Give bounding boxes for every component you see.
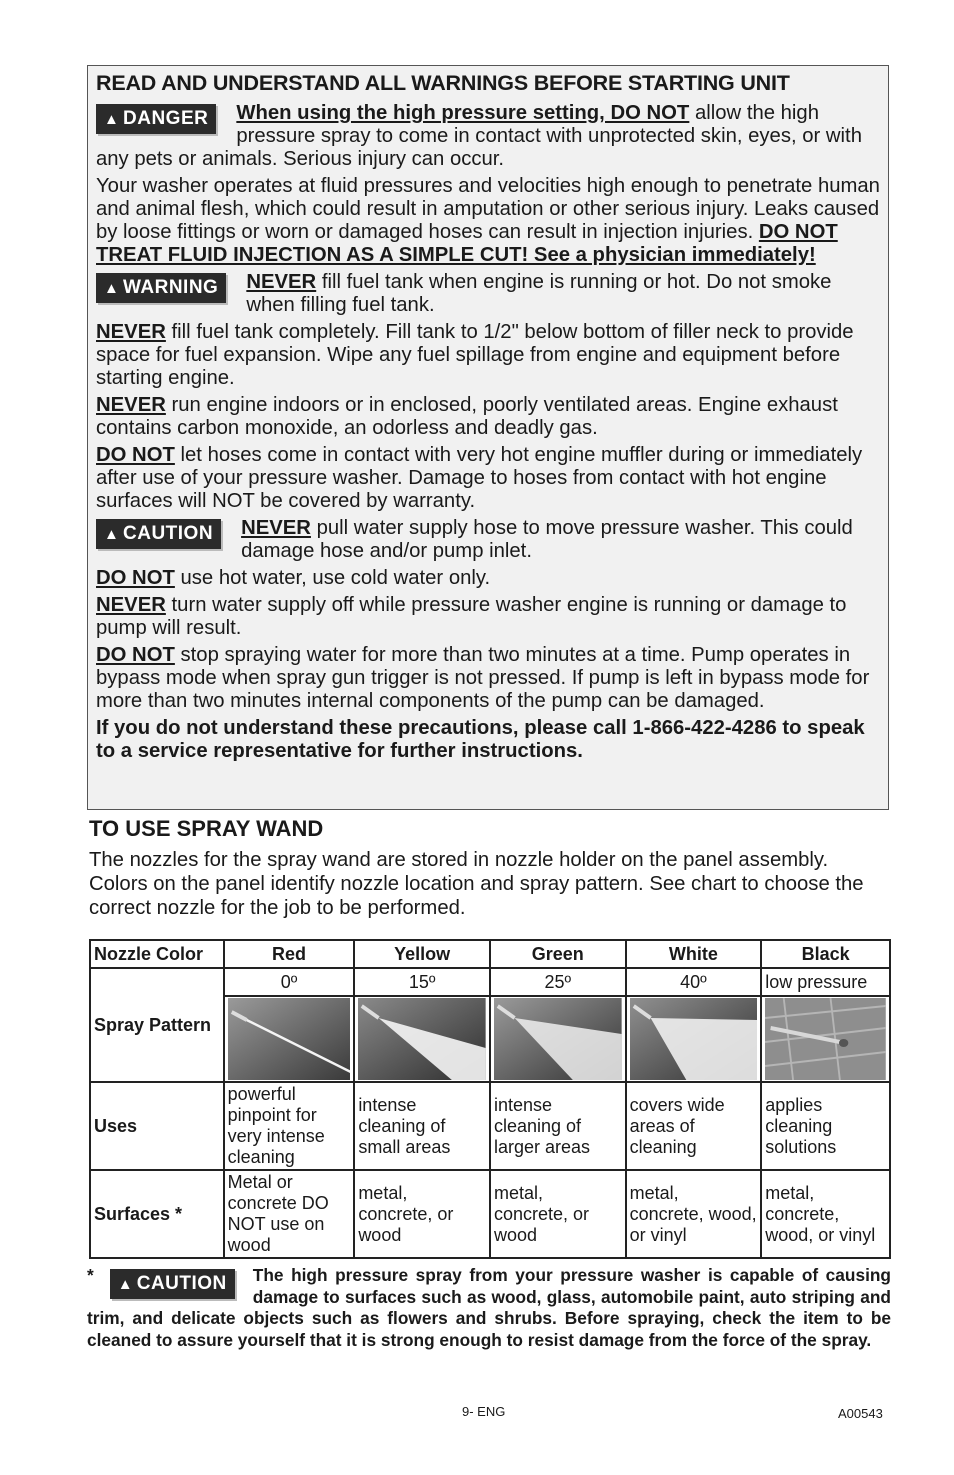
uses-black: applies cleaning solutions — [761, 1082, 890, 1170]
alert-triangle-icon: ▲ — [104, 526, 120, 543]
pattern-yellow: 15º — [354, 968, 490, 996]
danger-text: allow the high pressure spray to come in contact with unprotected skin, eyes, or with any pets or animals. Serious injury can occur. — [96, 102, 862, 170]
caution2-lead: DO NOT — [96, 567, 175, 589]
caution-paragraph-1 — [96, 517, 880, 563]
spray-low-pressure-icon — [765, 998, 886, 1080]
injection-bold: DO NOT TREAT FLUID INJECTION AS A SIMPLE CUT! See a physician immediately! — [96, 221, 838, 266]
spray-image-yellow — [354, 996, 490, 1082]
uses-yellow: intense cleaning of small areas — [354, 1082, 490, 1170]
surfaces-white: metal, concrete, wood, or vinyl — [626, 1170, 762, 1258]
caution-paragraph-3 — [96, 594, 880, 640]
surfaces-yellow: metal, concrete, or wood — [354, 1170, 490, 1258]
row-label-surfaces: Surfaces * — [90, 1170, 224, 1258]
row-label-spray-pattern: Spray Pattern — [90, 968, 224, 1082]
closing-paragraph: If you do not understand these precautions, please call 1-866-422-4286 to speak to a service representative for further instructions. — [96, 717, 865, 762]
spray-forty-degree-icon — [630, 998, 758, 1080]
surface-caution-text: The high pressure spray from your pressure washer is capable of causing damage to surfaces such as wood, glass, automobile paint, auto striping and trim, and delicate objects such as flowers and shrubs. Before spraying, check the item to be cleaned to assure yourself that it is strong enough to resist damage from the force of the spray. — [87, 1265, 891, 1350]
spray-image-green — [490, 996, 626, 1082]
table-header-white: White — [626, 940, 762, 968]
spray-wand-heading: TO USE SPRAY WAND — [89, 816, 324, 841]
caution4-lead: DO NOT — [96, 644, 175, 666]
injection-text: Your washer operates at fluid pressures and velocities high enough to penetrate human and animal flesh, which could result in amputation or other serious injury. Leaks caused by loose fittings or worn or damaged hoses can result in injection injuries. — [96, 175, 880, 243]
spray-zero-degree-icon — [228, 998, 351, 1080]
caution4-text: stop spraying water for more than two minutes at a time. Pump operates in bypass mode when spray gun trigger is not pressed. If pump is left in bypass mode for more than two minutes internal components of the pump can be damaged. — [96, 644, 870, 712]
surface-caution-badge — [110, 1269, 235, 1299]
caution-paragraph-2 — [96, 567, 880, 590]
warning-paragraph-2 — [96, 321, 880, 390]
page-number: 9- ENG — [462, 1404, 506, 1419]
caution1-text: pull water supply hose to move pressure washer. This could damage hose and/or pump inlet. — [241, 517, 853, 562]
alert-triangle-icon: ▲ — [117, 1276, 134, 1293]
alert-triangle-icon: ▲ — [104, 280, 120, 297]
row-label-uses: Uses — [90, 1082, 224, 1170]
spray-image-red — [224, 996, 355, 1082]
warning3-lead: NEVER — [96, 394, 166, 416]
surface-caution — [87, 1265, 891, 1351]
table-header-yellow: Yellow — [354, 940, 490, 968]
table-header-nozzle-color: Nozzle Color — [90, 940, 224, 968]
document-code: A00543 — [838, 1406, 883, 1421]
surfaces-black: metal, concrete, wood, or vinyl — [761, 1170, 890, 1258]
pattern-red: 0º — [224, 968, 355, 996]
warning-label: WARNING — [123, 277, 219, 298]
warning-badge — [96, 273, 226, 303]
danger-label: DANGER — [123, 108, 209, 129]
warning1-lead: NEVER — [246, 271, 317, 293]
caution2-text: use hot water, use cold water only. — [174, 567, 491, 589]
danger-lead: When using the high pressure setting, DO NOT — [236, 102, 690, 124]
uses-white: covers wide areas of cleaning — [626, 1082, 762, 1170]
spray-wand-intro: The nozzles for the spray wand are stored in nozzle holder on the panel assembly. Colors on the panel identify nozzle location and spray pattern. See chart to choose the correct nozzle for the job to be performed. — [89, 849, 864, 919]
table-header-black: Black — [761, 940, 890, 968]
caution3-text: turn water supply off while pressure washer engine is running or damage to pump will result. — [96, 594, 847, 639]
danger-badge — [96, 104, 216, 134]
surfaces-green: metal, concrete, or wood — [490, 1170, 626, 1258]
surfaces-red: Metal or concrete DO NOT use on wood — [224, 1170, 355, 1258]
footnote-star: * — [87, 1265, 94, 1285]
uses-green: intense cleaning of larger areas — [490, 1082, 626, 1170]
uses-red: powerful pinpoint for very intense cleaning — [224, 1082, 355, 1170]
table-row — [90, 1082, 890, 1170]
nozzle-table — [89, 939, 891, 1259]
pattern-white: 40º — [626, 968, 762, 996]
spray-twenty-five-degree-icon — [494, 998, 622, 1080]
pattern-black: low pressure — [761, 968, 890, 996]
table-header-red: Red — [224, 940, 355, 968]
warning3-text: run engine indoors or in enclosed, poorly ventilated areas. Engine exhaust contains carbon monoxide, an odorless and deadly gas. — [96, 394, 838, 439]
table-row — [90, 1170, 890, 1258]
danger-paragraph — [96, 102, 880, 171]
surface-caution-label: CAUTION — [136, 1273, 227, 1294]
table-row — [90, 968, 890, 996]
spray-fifteen-degree-icon — [358, 998, 486, 1080]
pattern-green: 25º — [490, 968, 626, 996]
caution3-lead: NEVER — [96, 594, 166, 616]
warning-paragraph-3 — [96, 394, 880, 440]
warning2-lead: NEVER — [96, 321, 166, 343]
warnings-heading: READ AND UNDERSTAND ALL WARNINGS BEFORE STARTING UNIT — [96, 71, 790, 95]
spray-image-black — [761, 996, 890, 1082]
warning2-text: fill fuel tank completely. Fill tank to 1/2" below bottom of filler neck to provide space for fuel expansion. Wipe any fuel spillage from engine and equipment before starting engine. — [96, 321, 854, 389]
caution1-lead: NEVER — [241, 517, 311, 539]
warning4-text: let hoses come in contact with very hot engine muffler during or immediately after use of your pressure washer. Damage to hoses from contact with hot engine surfaces will NOT be covered by warranty. — [96, 444, 863, 512]
spray-image-white — [626, 996, 762, 1082]
table-row — [90, 940, 890, 968]
table-header-green: Green — [490, 940, 626, 968]
caution-paragraph-4 — [96, 644, 880, 713]
warning-paragraph-1 — [96, 271, 880, 317]
warnings-box — [87, 65, 889, 810]
warning4-lead: DO NOT — [96, 444, 175, 466]
injection-paragraph — [96, 175, 880, 267]
caution-badge — [96, 519, 221, 549]
warning1-text: fill fuel tank when engine is running or hot. Do not smoke when filling fuel tank. — [246, 271, 832, 316]
warning-paragraph-4 — [96, 444, 880, 513]
caution-label: CAUTION — [123, 523, 214, 544]
alert-triangle-icon: ▲ — [104, 111, 120, 128]
